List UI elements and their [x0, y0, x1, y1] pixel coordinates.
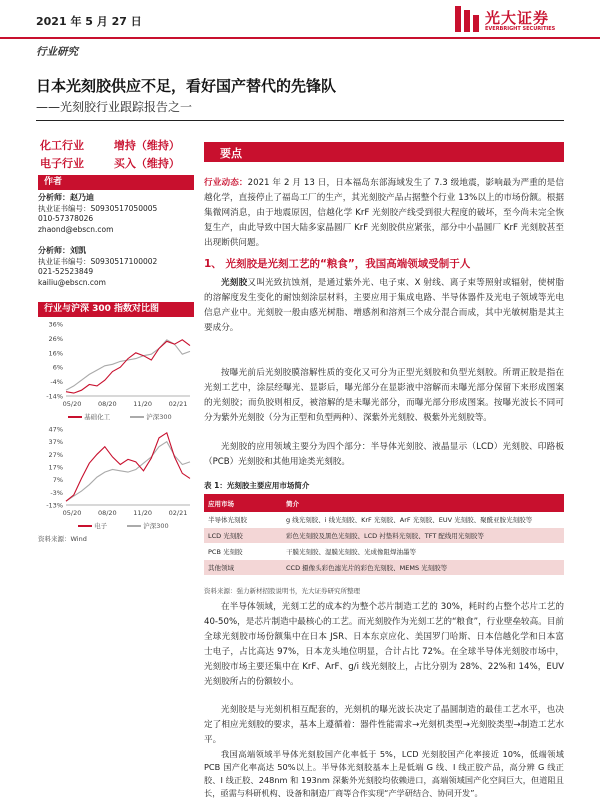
x-tick-label: 11/20: [133, 509, 153, 517]
summary-label: 要点: [220, 147, 242, 160]
table-row: [204, 512, 564, 528]
analyst-name: 分析师：刘凯: [38, 246, 86, 255]
para-text: 光刻胶是与光刻机相互配套的，光刻机的曝光波长决定了晶圆制造的最佳工艺水平，也决定了相应光刻胶的要求，基本上遵循着：器件性能需求→光刻机类型→光刻胶类型→制造工艺水平。: [204, 705, 564, 745]
lithography-paragraph: [204, 703, 564, 748]
x-tick-label: 02/21: [168, 509, 188, 517]
table-row: [204, 544, 564, 560]
legend-label: 电子: [94, 522, 108, 530]
x-tick-label: 11/20: [133, 400, 153, 408]
analyst-cert: 执业证书编号：S0930517050005: [38, 203, 158, 213]
analyst-email[interactable]: kailiu@ebscn.com: [38, 277, 106, 287]
analyst-phone: 021-52523849: [38, 267, 94, 276]
table-cell: LCD 光刻胶: [204, 528, 282, 544]
analyst-cert: 执业证书编号：S0930517100002: [38, 256, 158, 266]
analyst-block: [38, 193, 157, 235]
para-text: 在半导体领域，光刻工艺的成本约为整个芯片制造工艺的 30%，耗时约占整个芯片工艺的 40-50%，是芯片制造中最核心的工艺。而光刻胶作为光刻工艺的“粮食”，行业壁垒较高。目前全球光刻胶市场份额集中在日本 JSR、日本东京应化、美国罗门哈斯、日本信越化学和日本富士电子，占比高达 97%，日本龙头地位明显，合计占比 72%。在全球半导体光刻胶市场中，光刻胶市场主要还集中在 KrF、ArF、g/i 线光刻胶上，占比分别为 28%、22%和 14%，EUV 光刻胶所占的份额较小。: [204, 602, 565, 687]
y-tick-label: -4%: [50, 378, 63, 387]
y-tick-label: 36%: [48, 320, 63, 329]
table-row: [204, 560, 564, 576]
y-tick-label: -3%: [50, 488, 63, 497]
legend-swatch: [68, 416, 82, 418]
y-tick-label: 47%: [48, 425, 63, 434]
legend-swatch: [130, 416, 144, 418]
y-tick-label: 27%: [48, 450, 63, 459]
applications-paragraph: [204, 440, 564, 470]
report-date: 2021 年 5 月 27 日: [36, 15, 142, 28]
photoresist-types-paragraph: [204, 366, 564, 426]
header-divider: [0, 37, 600, 39]
brand-logo-icon: [455, 6, 479, 32]
rating-industry: 电子行业: [40, 157, 84, 170]
table-header-row: [204, 494, 564, 512]
x-tick-label: 05/20: [62, 400, 82, 408]
y-tick-label: -13%: [46, 501, 63, 510]
chart-chemicals-svg: [38, 320, 194, 408]
report-type: 行业研究: [36, 46, 78, 58]
para-text: 又叫光致抗蚀剂，是通过紫外光、电子束、X 射线、离子束等照射或辐射，使树脂的溶解度发生变化的耐蚀刻涂层材料，主要应用于集成电路、半导体器件及光电子领域等光电信息产业中。光刻胶一般由感光树脂、增感剂和溶剂三个成分混合而成，其中光敏树脂是其主要成分。: [204, 278, 564, 333]
rating-value: 增持（维持）: [113, 139, 180, 152]
y-tick-label: 7%: [52, 476, 63, 485]
industry-news-paragraph: [204, 176, 564, 251]
para-lead: 光刻胶: [221, 278, 248, 288]
rating-value: 买入（维持）: [113, 157, 180, 170]
chart-electronics: [38, 425, 194, 530]
table-source: 资料来源：强力新材招股说明书，光大证券研究所整理: [204, 587, 360, 595]
chart-legend: [38, 521, 194, 530]
series-line: [66, 433, 190, 501]
series-line: [66, 340, 190, 393]
page-subtitle: ——光刻胶行业跟踪报告之一: [36, 100, 193, 114]
title-divider: [36, 120, 564, 121]
chart-chemicals: [38, 320, 194, 420]
para-text: 按曝光前后光刻胶膜溶解性质的变化又可分为正型光刻胶和负型光刻胶。所谓正胶是指在光刻工艺中，涂层经曝光、显影后，曝光部分在显影液中溶解而未曝光部分保留下来形成图案的光刻胶；而负胶则相反，被溶解的是未曝光部分，而曝光部分形成图案。按曝光波长不同可分为紫外光刻胶（分为正型和负型两种）、深紫外光刻胶、极紫外光刻胶等。: [204, 368, 564, 423]
chart-source: 资料来源：Wind: [38, 535, 87, 543]
para-text: 2021 年 2 月 13 日，日本福岛东部海域发生了 7.3 级地震，影响最为严重的是信越化学，直接停止了福岛工厂的生产，其光刻胶产品占据整个行业 13%以上的市场份额。根据集微网消息，由于地震原因，信越化学 KrF 光刻胶产线受到很大程度的破坏，至今尚未完全恢复生产，由此导致中国大陆多家晶圆厂 KrF 光刻胶供应紧张，部分中小晶圆厂 KrF 光刻胶甚至出现断供问题。: [204, 178, 564, 248]
para-lead: 行业动态：: [204, 178, 248, 188]
rating-row: [40, 137, 180, 153]
rating-row: [40, 155, 180, 171]
authors-header: 作者: [38, 175, 194, 190]
para-text: 光刻胶的应用领域主要分为四个部分：半导体光刻胶、液晶显示（LCD）光刻胶、印路板（PCB）光刻胶和其他用途类光刻胶。: [204, 442, 564, 467]
legend-label: 沪深300: [143, 522, 169, 530]
x-tick-label: 02/21: [168, 400, 188, 408]
x-tick-label: 05/20: [62, 509, 82, 517]
localization-paragraph: [204, 748, 564, 800]
table-cell: CCD 摄像头彩色滤光片的彩色光刻胶、MEMS 光刻胶等: [282, 560, 564, 576]
x-tick-label: 08/20: [97, 400, 117, 408]
series-line: [66, 340, 190, 390]
table-cell: 其他领域: [204, 560, 282, 576]
table-cell: PCB 光刻胶: [204, 544, 282, 560]
legend-label: 沪深300: [146, 413, 172, 421]
y-tick-label: -14%: [46, 392, 63, 401]
analyst-name: 分析师：赵乃迪: [38, 193, 94, 202]
table-cell: g 线光刻胶、i 线光刻胶、KrF 光刻胶、ArF 光刻胶、EUV 光刻胶、聚酰亚胺光刻胶等: [282, 512, 564, 528]
analyst-block: [38, 246, 157, 288]
page-title: 日本光刻胶供应不足，看好国产替代的先锋队: [36, 77, 337, 95]
x-tick-label: 08/20: [97, 509, 117, 517]
para-text: 我国高端领域半导体光刻胶国产化率低于 5%，LCD 光刻胶国产化率接近 10%，低端领域 PCB 国产化率高达 50%以上。半导体光刻胶基本上是低端 G 线、I 线正胶产品，高分辨 G 线正胶、I 线正胶、248nm 和 193nm 深紫外光刻胶均依赖进口，高端领域国产化空间巨大，但道阻且长，亟需与科研机构、设备和制造厂商等合作实现“产学研结合、协同开发”。: [204, 749, 564, 798]
y-tick-label: 16%: [48, 349, 63, 358]
table-cell: 彩色光刻胶及黑色光刻胶、LCD 衬垫料光刻胶、TFT 配线用光刻胶等: [282, 528, 564, 544]
y-tick-label: 6%: [52, 363, 63, 372]
legend-label: 基础化工: [84, 413, 111, 421]
chart-legend: [38, 412, 194, 421]
chart-section-header: 行业与沪深 300 指数对比图: [38, 302, 194, 317]
table-cell: 干膜光刻胶、湿膜光刻胶、光成像阻焊油墨等: [282, 544, 564, 560]
applications-table: [204, 494, 564, 576]
rating-industry: 化工行业: [40, 139, 84, 152]
table-header-cell: 应用市场: [204, 494, 282, 512]
brand-name-en: EVERBRIGHT SECURITIES: [485, 26, 556, 32]
semiconductor-paragraph: [204, 600, 564, 690]
y-tick-label: 26%: [48, 334, 63, 343]
section-heading: 1、 光刻胶是光刻工艺的“粮食”，我国高端领域受制于人: [204, 258, 471, 270]
photoresist-definition-paragraph: [204, 276, 564, 336]
brand-name-cn: 光大证券: [485, 9, 550, 27]
y-tick-label: 37%: [48, 438, 63, 447]
chart-electronics-svg: [38, 425, 194, 517]
legend-swatch: [127, 525, 141, 527]
y-tick-label: 17%: [48, 463, 63, 472]
brand-logo: [455, 6, 575, 36]
table-title: 表 1：光刻胶主要应用市场简介: [204, 481, 310, 490]
analyst-phone: 010-57378026: [38, 214, 94, 223]
summary-header: [204, 142, 564, 162]
legend-swatch: [78, 525, 92, 527]
analyst-email[interactable]: zhaond@ebscn.com: [38, 224, 114, 234]
table-row: [204, 528, 564, 544]
table-cell: 半导体光刻胶: [204, 512, 282, 528]
table-header-cell: 简介: [282, 494, 564, 512]
